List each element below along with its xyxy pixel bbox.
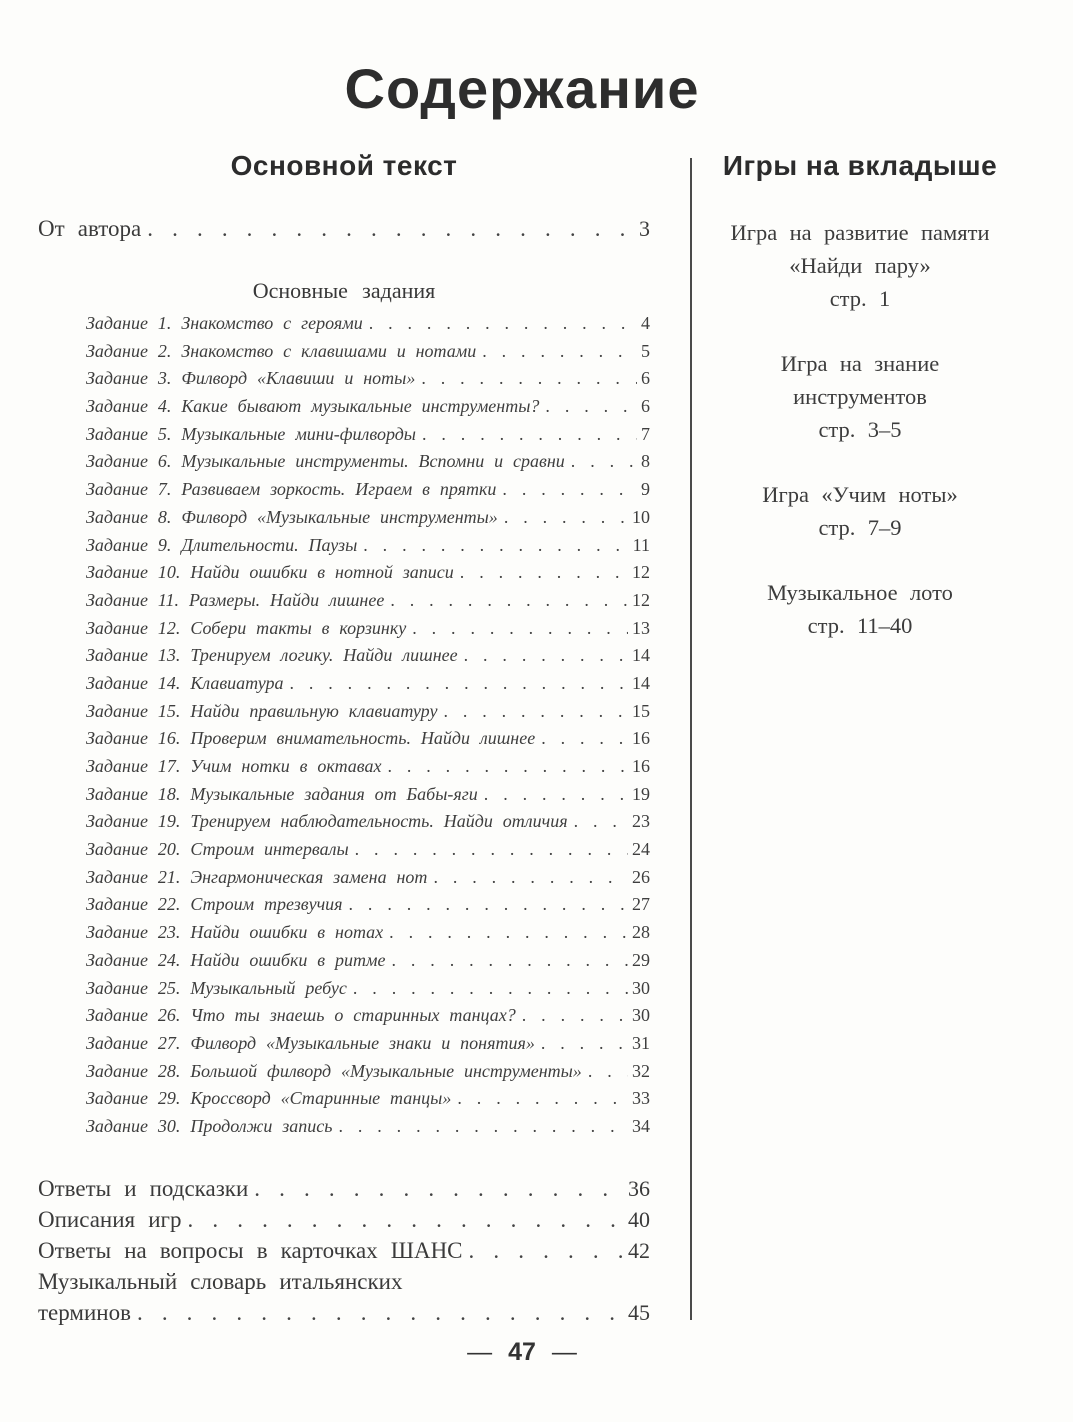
task-label: Задание 23. (86, 922, 181, 943)
task-label: Задание 16. (86, 728, 181, 749)
task-label: Задание 29. (86, 1088, 181, 1109)
toc-entry-row (38, 1173, 650, 1204)
game-title-line1: Игра на знание (780, 351, 940, 376)
dot-leader (387, 753, 628, 781)
toc-page-number: 45 (628, 1299, 650, 1325)
task-page-number: 30 (632, 977, 650, 998)
toc-page-number: 3 (639, 216, 650, 241)
toc-task-row (38, 448, 650, 476)
dot-leader (545, 393, 637, 421)
task-label: Задание 20. (86, 839, 181, 860)
task-label: Задание 15. (86, 700, 181, 721)
toc-task-row (38, 753, 650, 781)
task-page-number: 34 (632, 1115, 650, 1136)
task-page-number: 10 (632, 506, 650, 527)
task-label: Задание 25. (86, 977, 181, 998)
dot-leader (464, 642, 628, 670)
toc-task-row (38, 1113, 650, 1141)
task-page-number: 4 (641, 313, 650, 333)
toc-entry-wrapped (38, 1266, 650, 1328)
toc-entry-row (38, 1204, 650, 1235)
task-title: Музыкальные мини-филворды (181, 423, 416, 444)
task-label: Задание 17. (86, 756, 181, 776)
toc-task-row (38, 1058, 650, 1086)
toc-task-row (38, 919, 650, 947)
dot-leader (460, 559, 628, 587)
task-page-number: 12 (632, 562, 650, 583)
task-page-number: 32 (632, 1060, 650, 1081)
task-label: Задание 1. (86, 313, 172, 333)
task-title: Знакомство с героями (181, 313, 363, 333)
task-page-number: 14 (632, 645, 650, 666)
task-title: Развиваем зоркость. Играем в прятки (181, 479, 497, 500)
task-page-number: 14 (632, 672, 650, 693)
dot-leader (412, 615, 628, 643)
toc-task-row (38, 532, 650, 560)
task-title: Продолжи запись (190, 1115, 333, 1136)
dot-leader (349, 891, 628, 919)
task-title: Знакомство с клавишами и нотами (181, 340, 477, 361)
toc-task-row (38, 476, 650, 504)
task-title: Клавиатура (190, 672, 284, 693)
task-label: Задание 13. (86, 645, 181, 666)
task-title: Найди ошибки в ритме (190, 949, 386, 970)
toc-task-row (38, 1030, 650, 1058)
task-title: Строим трезвучия (190, 894, 343, 915)
toc-entry-text-line2: терминов (38, 1299, 131, 1325)
dot-leader (289, 670, 628, 698)
task-title: Энгармоническая замена нот (190, 866, 428, 887)
task-page-number: 13 (632, 617, 650, 638)
page-number-footer (0, 1338, 1044, 1367)
task-page-number: 28 (632, 922, 650, 943)
toc-page-number: 36 (628, 1175, 650, 1201)
section-header: Основные задания (252, 278, 436, 303)
toc-page-number: 42 (628, 1237, 650, 1263)
task-title: Что ты знаешь о старинных танцах? (190, 1005, 516, 1026)
dot-leader (389, 919, 628, 947)
game-entry (700, 478, 1020, 544)
toc-footer-entries (38, 1173, 650, 1328)
dot-leader (353, 975, 628, 1003)
toc-task-row (38, 864, 650, 892)
page-title: Содержание (344, 57, 700, 120)
toc-entry-text: Описания игр (38, 1206, 182, 1232)
toc-task-row (38, 642, 650, 670)
toc-task-row (38, 559, 650, 587)
task-label: Задание 27. (86, 1032, 181, 1053)
insert-games-column (700, 150, 1020, 674)
task-label: Задание 28. (86, 1060, 181, 1081)
task-label: Задание 18. (86, 783, 181, 804)
toc-task-row (38, 393, 650, 421)
task-label: Задание 6. (86, 451, 172, 472)
task-title: Музыкальный ребус (190, 977, 347, 998)
toc-entry-text-line1: Музыкальный словарь итальянских (38, 1268, 403, 1294)
task-page-number: 12 (632, 589, 650, 610)
dot-leader (457, 1085, 628, 1113)
dot-leader (433, 864, 628, 892)
task-title: Найди ошибки в нотах (190, 922, 384, 943)
task-title: Филворд «Музыкальные знаки и понятия» (190, 1032, 535, 1053)
dot-leader (137, 1297, 624, 1328)
task-page-number: 7 (641, 423, 650, 444)
game-title-line1: Музыкальное лото (767, 580, 953, 605)
toc-entry-intro (38, 214, 650, 244)
dot-leader (522, 1002, 628, 1030)
task-page-number: 33 (632, 1088, 650, 1109)
dot-leader (541, 725, 628, 753)
game-title-line2: «Найди пару» (789, 253, 931, 278)
task-page-number: 6 (641, 396, 650, 417)
task-label: Задание 19. (86, 811, 181, 832)
right-column-header: Игры на вкладыше (722, 150, 998, 181)
dot-leader (588, 1058, 628, 1086)
dot-leader (147, 214, 635, 244)
dot-leader (421, 365, 637, 393)
toc-task-row (38, 781, 650, 809)
dot-leader (392, 947, 629, 975)
task-label: Задание 24. (86, 949, 181, 970)
dot-leader (254, 1173, 624, 1204)
task-title: Проверим внимательность. Найди лишнее (190, 728, 536, 749)
toc-task-row (38, 836, 650, 864)
task-label: Задание 10. (86, 562, 181, 583)
task-page-number: 19 (632, 783, 650, 804)
game-entry (700, 576, 1020, 642)
dot-leader (443, 698, 628, 726)
game-pages: стр. 3–5 (818, 417, 902, 442)
game-pages: стр. 7–9 (818, 515, 902, 540)
task-title: Собери такты в корзинку (190, 617, 407, 638)
task-page-number: 16 (632, 756, 650, 776)
task-label: Задание 7. (86, 479, 172, 500)
toc-entry-text: Ответы на вопросы в карточках ШАНС (38, 1237, 463, 1263)
task-page-number: 5 (641, 340, 650, 361)
game-title-line2: инструментов (793, 384, 927, 409)
left-column-header: Основной текст (230, 150, 458, 181)
dot-leader (571, 448, 637, 476)
task-page-number: 9 (641, 479, 650, 500)
task-title: Кроссворд «Старинные танцы» (190, 1088, 452, 1109)
task-title: Найди правильную клавиатуру (190, 700, 438, 721)
dot-leader (187, 1204, 624, 1235)
task-label: Задание 12. (86, 617, 181, 638)
toc-page-number: 40 (628, 1206, 650, 1232)
task-label: Задание 4. (86, 396, 172, 417)
task-title: Филворд «Музыкальные инструменты» (181, 506, 498, 527)
dot-leader (504, 504, 628, 532)
task-title: Размеры. Найди лишнее (189, 589, 385, 610)
toc-task-row (38, 975, 650, 1003)
game-entry (700, 216, 1020, 315)
dot-leader (574, 808, 628, 836)
toc-task-row (38, 1085, 650, 1113)
toc-entry-text: От автора (38, 216, 142, 241)
task-label: Задание 26. (86, 1005, 181, 1026)
task-page-number: 31 (632, 1032, 650, 1053)
dot-leader (422, 421, 637, 449)
task-title: Филворд «Клавиши и ноты» (181, 368, 416, 389)
task-page-number: 8 (641, 451, 650, 472)
game-title-line1: Игра на развитие памяти (730, 220, 990, 245)
task-title: Тренируем наблюдательность. Найди отличия (190, 811, 568, 832)
dot-leader (390, 587, 628, 615)
task-label: Задание 8. (86, 506, 172, 527)
task-title: Длительности. Паузы (181, 534, 358, 555)
game-entry (700, 347, 1020, 446)
toc-task-row (38, 338, 650, 366)
task-label: Задание 11. (86, 589, 180, 610)
task-title: Какие бывают музыкальные инструменты? (181, 396, 540, 417)
game-pages: стр. 1 (829, 286, 891, 311)
toc-entry-text-line2-row (38, 1297, 650, 1328)
dot-leader (482, 338, 637, 366)
game-title-line1: Игра «Учим ноты» (762, 482, 958, 507)
toc-task-row (38, 615, 650, 643)
dot-leader (469, 1235, 624, 1266)
task-page-number: 6 (641, 368, 650, 389)
task-title: Музыкальные задания от Бабы-яги (190, 783, 478, 804)
task-page-number: 27 (632, 894, 650, 915)
footer-left-dash: — (467, 1338, 493, 1366)
task-label: Задание 2. (86, 340, 172, 361)
task-label: Задание 30. (86, 1115, 181, 1136)
task-page-number: 15 (632, 700, 650, 721)
dot-leader (363, 532, 628, 560)
task-title: Тренируем логику. Найди лишнее (190, 645, 458, 666)
game-pages: стр. 11–40 (807, 613, 913, 638)
task-label: Задание 9. (86, 534, 172, 555)
footer-right-dash: — (551, 1338, 577, 1366)
task-title: Музыкальные инструменты. Вспомни и сравни (181, 451, 565, 472)
toc-task-row (38, 587, 650, 615)
toc-task-row (38, 725, 650, 753)
toc-task-row (38, 698, 650, 726)
task-page-number: 29 (632, 949, 650, 970)
dot-leader (502, 476, 637, 504)
task-label: Задание 21. (86, 866, 181, 887)
toc-entry-text: Ответы и подсказки (38, 1175, 249, 1201)
task-title: Строим интервалы (190, 839, 349, 860)
task-page-number: 23 (632, 811, 650, 832)
toc-task-row (38, 891, 650, 919)
main-text-column (38, 150, 650, 1328)
task-title: Большой филворд «Музыкальные инструменты» (190, 1060, 582, 1081)
toc-task-row (38, 670, 650, 698)
column-divider-rule (690, 158, 692, 1320)
task-page-number: 30 (632, 1005, 650, 1026)
dot-leader (369, 310, 637, 338)
dot-leader (541, 1030, 628, 1058)
toc-task-row (38, 808, 650, 836)
task-title: Найди ошибки в нотной записи (190, 562, 454, 583)
task-label: Задание 22. (86, 894, 181, 915)
task-page-number: 16 (632, 728, 650, 749)
task-label: Задание 5. (86, 423, 172, 444)
dot-leader (355, 836, 628, 864)
toc-task-row (38, 947, 650, 975)
toc-task-row (38, 310, 650, 338)
task-page-number: 11 (632, 534, 650, 555)
dot-leader (338, 1113, 628, 1141)
toc-task-row (38, 504, 650, 532)
toc-task-row (38, 365, 650, 393)
task-label: Задание 14. (86, 672, 181, 693)
toc-entry-row (38, 1235, 650, 1266)
toc-task-row (38, 1002, 650, 1030)
task-page-number: 26 (632, 866, 650, 887)
toc-task-row (38, 421, 650, 449)
dot-leader (484, 781, 628, 809)
current-page-number: 47 (508, 1338, 536, 1366)
task-page-number: 24 (632, 839, 650, 860)
task-label: Задание 3. (86, 368, 172, 389)
task-title: Учим нотки в октавах (190, 756, 382, 776)
